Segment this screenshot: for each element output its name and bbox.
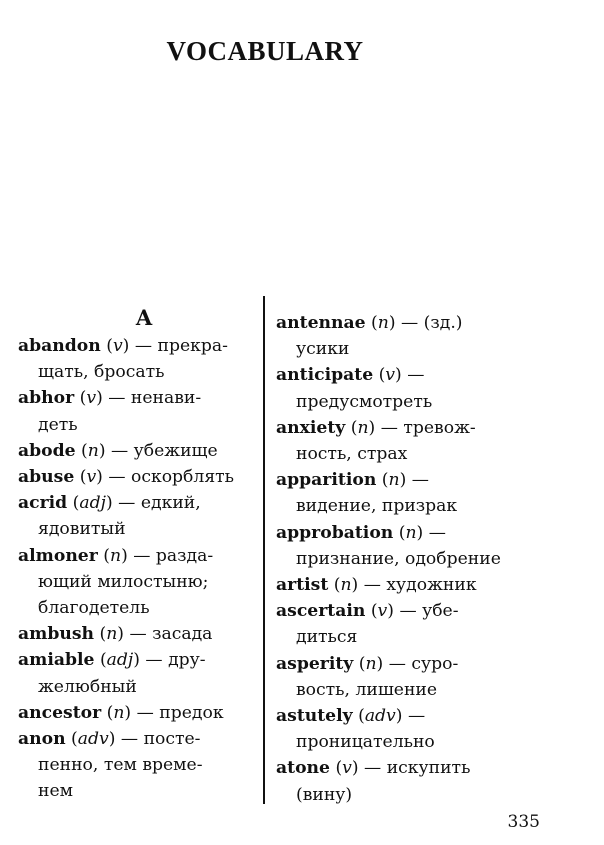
entry-first-line: ancestor (n) — предок bbox=[18, 702, 224, 723]
entry-first-line: anon (adv) — посте- bbox=[18, 729, 201, 750]
headword: abode bbox=[18, 440, 76, 461]
part-of-speech: n bbox=[365, 653, 377, 674]
entry-first-line: asperity (n) — суро- bbox=[276, 653, 459, 674]
part-of-speech: n bbox=[87, 440, 99, 461]
page-number: 335 bbox=[507, 812, 540, 832]
part-of-speech: n bbox=[405, 522, 417, 543]
headword: asperity bbox=[276, 653, 354, 674]
part-of-speech: n bbox=[113, 702, 125, 723]
part-of-speech: n bbox=[388, 470, 400, 491]
translation: — bbox=[402, 706, 426, 727]
vocab-entry bbox=[276, 467, 566, 519]
entry-first-line: almoner (n) — разда- bbox=[18, 545, 214, 566]
part-of-speech: v bbox=[86, 467, 97, 488]
vocab-entry bbox=[18, 621, 260, 647]
translation: — убежище bbox=[105, 440, 218, 461]
translation: — bbox=[401, 365, 425, 386]
vocab-entry bbox=[276, 572, 566, 598]
headword: ancestor bbox=[18, 702, 102, 723]
vocabulary-left-column bbox=[18, 302, 260, 805]
part-of-speech: v bbox=[385, 365, 396, 386]
column-divider bbox=[263, 296, 265, 804]
headword: anon bbox=[18, 729, 66, 750]
entry-first-line: acrid (adj) — едкий, bbox=[18, 493, 201, 514]
vocab-entry bbox=[276, 703, 566, 755]
part-of-speech: adj bbox=[79, 493, 106, 514]
entry-first-line: abandon (v) — прекра- bbox=[18, 336, 228, 356]
translation: — ненави- bbox=[102, 388, 202, 409]
headword: abandon bbox=[18, 336, 101, 356]
translation: — посте- bbox=[115, 729, 201, 750]
vocab-entry bbox=[18, 647, 260, 699]
part-of-speech: adj bbox=[106, 650, 134, 671]
vocab-entry bbox=[276, 598, 566, 650]
vocab-entry bbox=[18, 490, 260, 542]
vocab-entry bbox=[18, 438, 260, 464]
part-of-speech: adv bbox=[77, 729, 109, 750]
translation-continuation: щать, бросать bbox=[38, 362, 165, 383]
vocab-entry bbox=[276, 362, 566, 414]
part-of-speech: v bbox=[377, 601, 388, 622]
headword: amiable bbox=[18, 650, 95, 671]
translation: — убе- bbox=[393, 601, 459, 622]
translation-continuation: деть bbox=[38, 414, 78, 435]
headword: acrid bbox=[18, 493, 68, 514]
translation: — искупить bbox=[358, 758, 471, 779]
translation: — едкий, bbox=[112, 493, 201, 514]
headword: ascertain bbox=[276, 601, 366, 622]
translation-continuation: диться bbox=[296, 627, 358, 648]
translation: — тревож- bbox=[375, 417, 476, 438]
vocab-entry bbox=[18, 726, 260, 805]
headword: apparition bbox=[276, 470, 377, 491]
page-title: VOCABULARY bbox=[166, 36, 364, 66]
translation: — художник bbox=[358, 575, 477, 596]
part-of-speech: n bbox=[340, 575, 352, 596]
part-of-speech: n bbox=[109, 545, 122, 566]
translation-continuation: ющий милостыню; bbox=[38, 571, 209, 592]
headword: astutely bbox=[276, 706, 353, 727]
part-of-speech: adv bbox=[364, 706, 396, 727]
headword: anxiety bbox=[276, 417, 346, 438]
part-of-speech: v bbox=[86, 388, 97, 409]
translation: — суро- bbox=[383, 653, 459, 674]
entry-first-line: antennae (n) — (зд.) bbox=[276, 313, 463, 333]
translation-continuation: ность, страх bbox=[296, 444, 408, 465]
part-of-speech: v bbox=[342, 758, 352, 779]
right-entry-list bbox=[276, 310, 566, 808]
translation-continuation: вость, лишение bbox=[296, 679, 438, 700]
headword: atone bbox=[276, 758, 330, 779]
section-letter: A bbox=[135, 305, 153, 330]
headword: approbation bbox=[276, 522, 394, 543]
part-of-speech: v bbox=[112, 336, 123, 356]
translation-continuation: проницательно bbox=[296, 732, 435, 753]
translation-continuation: пенно, тем време- bbox=[38, 755, 203, 776]
vocab-entry bbox=[276, 310, 566, 362]
entry-first-line: amiable (adj) — дру- bbox=[18, 650, 206, 671]
translation: — разда- bbox=[127, 545, 214, 566]
translation: — оскорблять bbox=[102, 467, 235, 488]
part-of-speech: n bbox=[106, 624, 118, 645]
translation: — bbox=[406, 470, 429, 491]
translation: — предок bbox=[131, 702, 224, 723]
vocab-entry bbox=[276, 651, 566, 703]
entry-first-line: ascertain (v) — убе- bbox=[276, 601, 459, 622]
entry-first-line: artist (n) — художник bbox=[276, 575, 477, 596]
part-of-speech: n bbox=[357, 417, 369, 438]
vocab-entry bbox=[18, 333, 260, 385]
vocab-entry bbox=[18, 700, 260, 726]
vocab-entry bbox=[18, 543, 260, 622]
translation-continuation: желюбный bbox=[38, 676, 137, 697]
entry-first-line: anticipate (v) — bbox=[276, 365, 425, 386]
headword: abhor bbox=[18, 388, 75, 409]
translation: — прекра- bbox=[129, 336, 228, 356]
vocabulary-right-column bbox=[276, 310, 566, 808]
entry-first-line: approbation (n) — bbox=[276, 522, 446, 543]
translation-continuation: (вину) bbox=[296, 784, 353, 805]
vocab-entry bbox=[276, 755, 566, 807]
translation-continuation: благодетель bbox=[38, 598, 150, 619]
vocab-entry bbox=[276, 415, 566, 467]
translation-continuation: ядовитый bbox=[38, 519, 126, 540]
translation-continuation: предусмотреть bbox=[296, 391, 433, 412]
vocab-entry bbox=[18, 464, 260, 490]
left-entry-list bbox=[18, 333, 260, 805]
translation-continuation: нем bbox=[38, 781, 73, 802]
headword: anticipate bbox=[276, 365, 374, 386]
translation: — дру- bbox=[139, 650, 206, 671]
entry-first-line: anxiety (n) — тревож- bbox=[276, 417, 476, 438]
headword: almoner bbox=[18, 545, 98, 566]
translation-continuation: усики bbox=[296, 339, 350, 360]
vocab-entry bbox=[276, 520, 566, 572]
translation-continuation: признание, одобрение bbox=[296, 548, 501, 569]
translation: — bbox=[423, 522, 446, 543]
translation: — засада bbox=[123, 624, 213, 645]
entry-first-line: atone (v) — искупить bbox=[276, 758, 471, 779]
translation-continuation: видение, призрак bbox=[296, 496, 458, 517]
entry-first-line: astutely (adv) — bbox=[276, 706, 426, 727]
entry-first-line: abhor (v) — ненави- bbox=[18, 388, 202, 409]
headword: ambush bbox=[18, 624, 95, 645]
entry-first-line: abuse (v) — оскорблять bbox=[18, 467, 235, 488]
entry-first-line: ambush (n) — засада bbox=[18, 624, 213, 645]
part-of-speech: n bbox=[377, 313, 389, 333]
vocab-entry bbox=[18, 385, 260, 437]
entry-first-line: apparition (n) — bbox=[276, 470, 429, 491]
headword: antennae bbox=[276, 313, 366, 333]
translation: — (зд.) bbox=[395, 313, 463, 333]
headword: artist bbox=[276, 575, 329, 596]
headword: abuse bbox=[18, 467, 75, 488]
entry-first-line: abode (n) — убежище bbox=[18, 440, 218, 461]
